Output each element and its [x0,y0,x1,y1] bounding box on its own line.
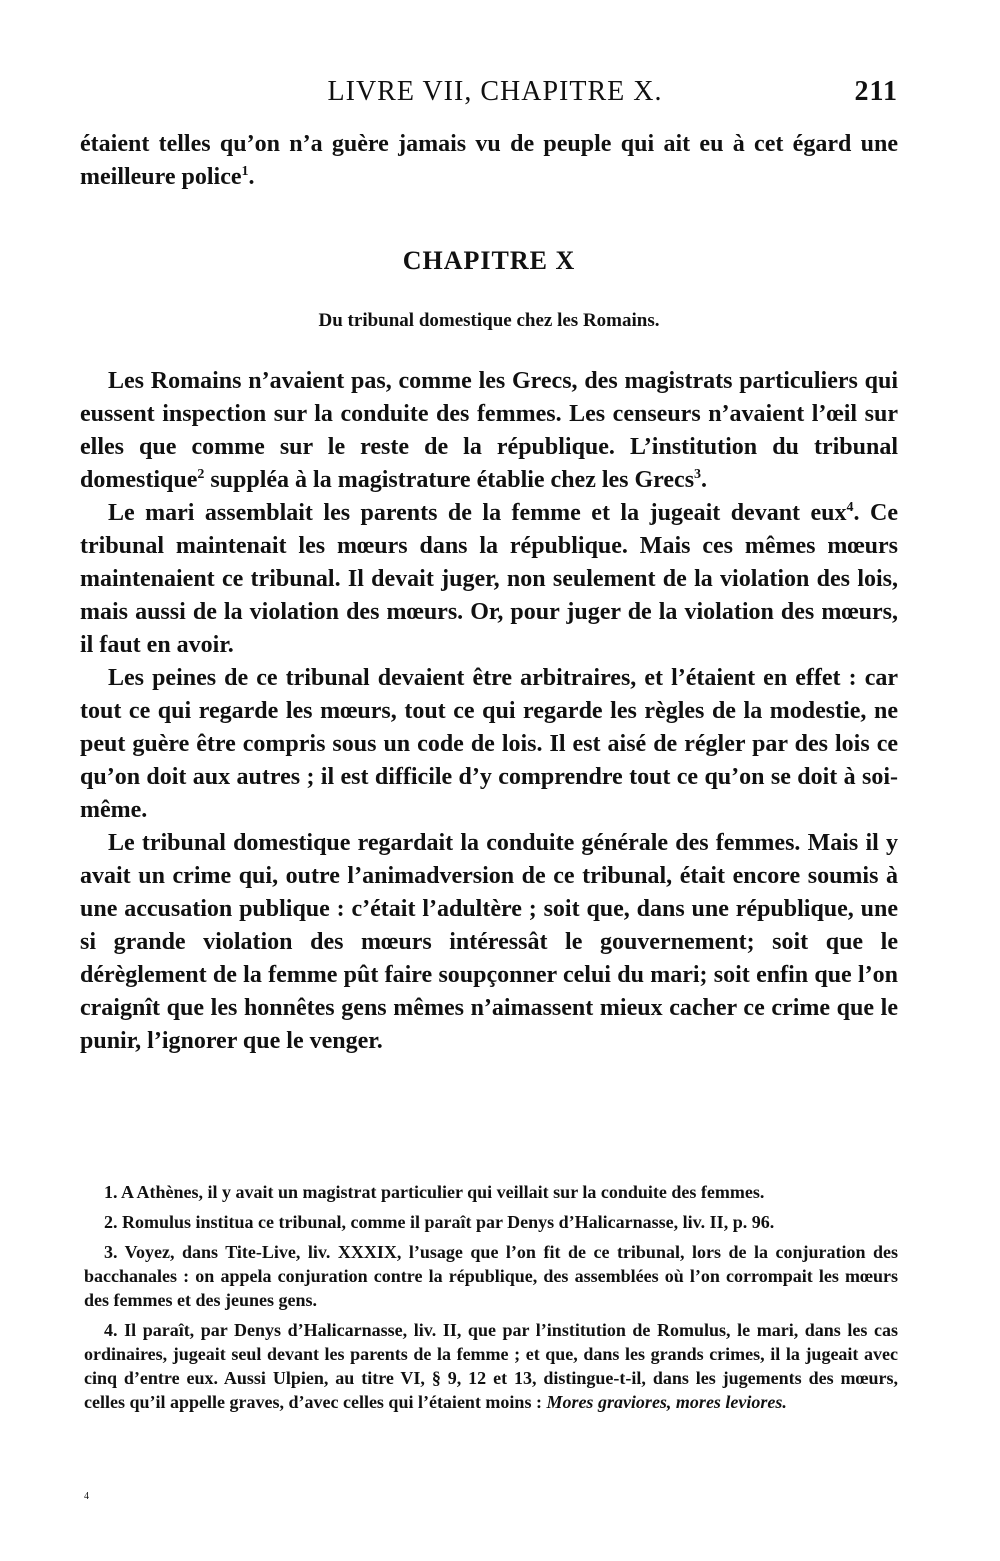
paragraph-4: Le tribunal domestique regardait la conduite générale des femmes. Mais il y avait un crime qui, outre l’animadversion de ce tribunal, était encore soumis à une accusation publique : c’était l’adultère ; soit que, dans une république, une si grande violation des mœurs intéressât le gouvernement; soit que le dérèglement de la femme pût faire soupçonner celui du mari; soit enfin que l’on craignît que les honnêtes gens mêmes n’aimassent mieux cacher ce crime que le punir, l’ignorer que le venger. [80,830,898,1054]
paragraph-1 [80,365,898,497]
intro-text [80,128,898,194]
paragraph-1-part-a: Les Romains n’avaient pas, comme les Grecs, des magistrats particuliers qui eussent inspection sur la conduite des femmes. Les censeurs n’avaient l’œil sur elles que comme sur le reste de la république. L’institution du tribunal domestique [80,368,898,493]
paragraph-3: Les peines de ce tribunal devaient être arbitraires, et l’étaient en effet : car tout ce qui regarde les mœurs, tout ce qui regarde les règles de la modestie, ne peut guère être compris sous un code de lois. Il est aisé de régler par des lois ce qu’on doit aux autres ; il est difficile d’y comprendre tout ce qu’on se doit à soi-même. [80,665,898,823]
intro-paragraph [80,128,898,194]
chapter-body [80,365,898,1058]
footnote-ref-1: 1 [241,164,249,179]
paragraph-1-part-c: . [701,467,708,493]
footnote-2: 2. Romulus institua ce tribunal, comme il paraît par Denys d’Halicarnasse, liv. II, p. 96. [104,1212,775,1232]
footnote-4-text: 4. Il paraît, par Denys d’Halicarnasse, liv. II, que par l’institution de Romulus, le mari, dans les cas ordinaires, jugeait seul devant les parents de la femme ; et que, dans les grands crimes, il la jugeait avec cinq d’entre eux. Aussi Ulpien, au titre VI, § 9, 12 et 13, distingue-t-il, dans les jugements des mœurs, celles qu’il appelle graves, d’avec celles qui l’étaient moins : [84,1320,898,1412]
paragraph-2-part-b: . Ce tribunal maintenait les mœurs dans la république. Mais ces mêmes mœurs maintenaient ce tribunal. Il devait juger, non seulement de la violation des lois, mais aussi de la violation des mœurs. Or, pour juger de la violation des mœurs, il faut en avoir. [80,500,898,658]
footnote-ref-4: 4 [846,500,854,515]
running-head [80,76,900,112]
footnote-1: 1. A Athènes, il y avait un magistrat particulier qui veillait sur la conduite des femmes. [104,1182,765,1202]
footnote-ref-2: 2 [197,467,205,482]
chapter-title: CHAPITRE X [402,246,576,275]
intro-sentence: étaient telles qu’on n’a guère jamais vu de peuple qui ait eu à cet égard une meilleure police [80,131,898,190]
footnotes [84,1180,898,1420]
footnote-ref-3: 3 [694,467,702,482]
paragraph-2-part-a: Le mari assemblait les parents de la femme et la jugeait devant eux [108,500,847,526]
running-title: LIVRE VII, CHAPITRE X. [327,76,663,107]
chapter-subtitle: Du tribunal domestique chez les Romains. [318,310,660,331]
footnote-3: 3. Voyez, dans Tite-Live, liv. XXXIX, l’usage que l’on fit de ce tribunal, lors de la conjuration des bacchanales : on appela conjuration contre la république, des assemblées où l’on corrompait les mœurs des femmes et des jeunes gens. [84,1242,898,1310]
intro-end: . [248,164,255,190]
footnote-4 [84,1318,898,1414]
paragraph-2 [80,497,898,662]
footnote-4-latin: Mores graviores, mores leviores. [546,1392,787,1412]
paragraph-1-part-b: suppléa à la magistrature établie chez les Grecs [204,467,695,493]
page-number: 211 [854,76,898,107]
stray-mark: 4 [84,1491,89,1502]
